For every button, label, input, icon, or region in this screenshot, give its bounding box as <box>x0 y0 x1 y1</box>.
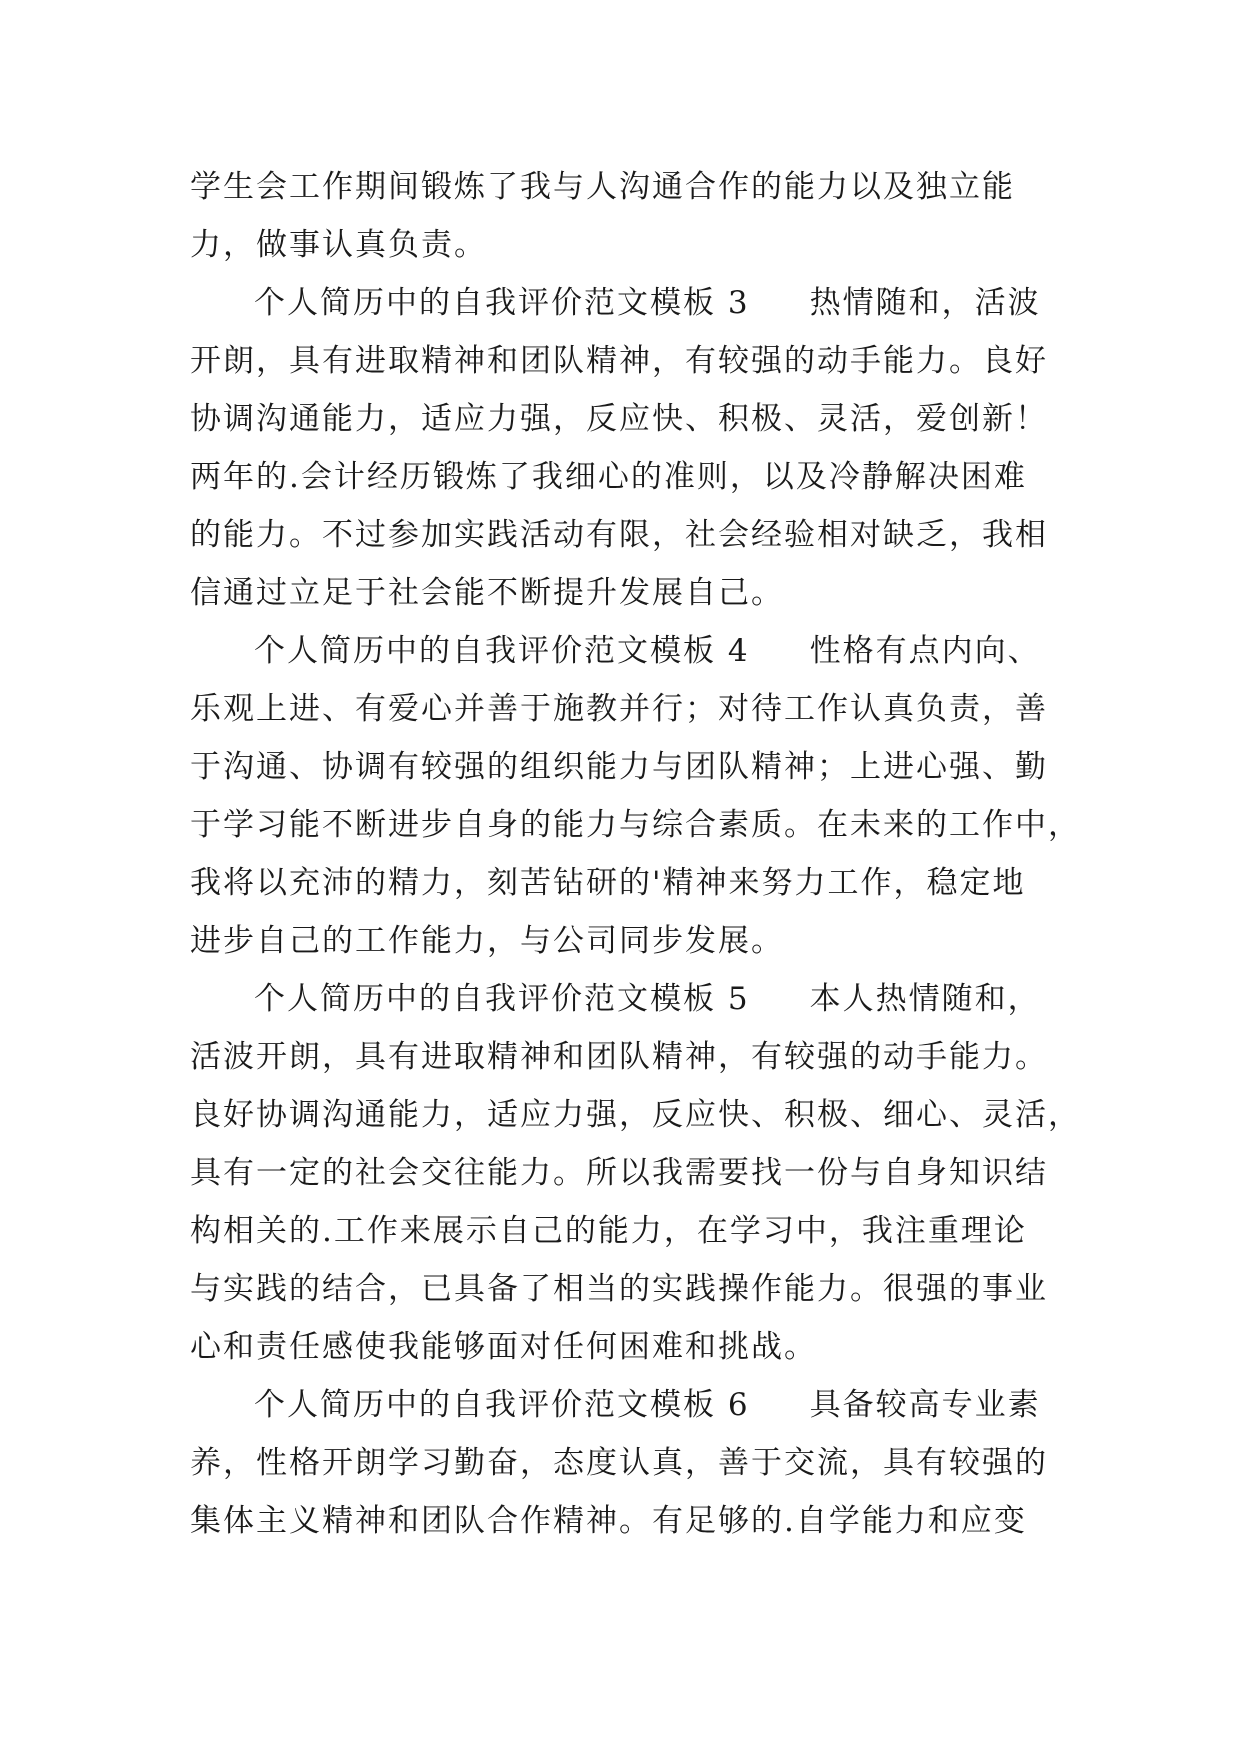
body-line: 心和责任感使我能够面对任何困难和挑战。 <box>190 1329 817 1365</box>
body-line: 力，做事认真负责。 <box>190 227 487 263</box>
body-line: 两年的.会计经历锻炼了我细心的准则，以及冷静解决困难 <box>190 459 1027 495</box>
section-heading-template-3: 个人简历中的自我评价范文模板 3 <box>254 285 750 321</box>
body-line: 于学习能不断进步自身的能力与综合素质。在未来的工作中， <box>190 807 1081 843</box>
body-line: 进步自己的工作能力，与公司同步发展。 <box>190 923 784 959</box>
body-line: 活波开朗，具有进取精神和团队精神，有较强的动手能力。 <box>190 1039 1048 1075</box>
body-line: 学生会工作期间锻炼了我与人沟通合作的能力以及独立能 <box>190 169 1015 205</box>
section-heading-template-5: 个人简历中的自我评价范文模板 5 <box>254 981 750 1017</box>
body-line: 信通过立足于社会能不断提升发展自己。 <box>190 575 784 611</box>
body-line: 养，性格开朗学习勤奋，态度认真，善于交流，具有较强的 <box>190 1445 1048 1481</box>
body-line: 集体主义精神和团队合作精神。有足够的.自学能力和应变 <box>190 1503 1027 1539</box>
document-body <box>190 158 1081 1550</box>
body-line: 与实践的结合，已具备了相当的实践操作能力。很强的事业 <box>190 1271 1048 1307</box>
section-line-template-5 <box>190 970 1050 1028</box>
body-line: 开朗，具有进取精神和团队精神，有较强的动手能力。良好 <box>190 343 1048 379</box>
body-text: 具备较高专业素 <box>809 1387 1041 1423</box>
body-line: 的能力。不过参加实践活动有限，社会经验相对缺乏，我相 <box>190 517 1048 553</box>
body-text: 性格有点内向、 <box>809 633 1041 669</box>
body-text: 热情随和，活波 <box>809 285 1041 321</box>
body-line: 我将以充沛的精力，刻苦钻研的'精神来努力工作，稳定地 <box>190 865 1026 901</box>
section-line-template-3 <box>190 274 1050 332</box>
body-line: 于沟通、协调有较强的组织能力与团队精神；上进心强、勤 <box>190 749 1048 785</box>
body-line: 构相关的.工作来展示自己的能力，在学习中，我注重理论 <box>190 1213 1027 1249</box>
body-line: 乐观上进、有爱心并善于施教并行；对待工作认真负责，善 <box>190 691 1048 727</box>
section-line-template-4 <box>190 622 1050 680</box>
body-line: 协调沟通能力，适应力强，反应快、积极、灵活，爱创新！ <box>190 401 1048 437</box>
section-line-template-6 <box>190 1376 1050 1434</box>
body-text: 本人热情随和， <box>809 981 1041 1017</box>
body-line: 良好协调沟通能力，适应力强，反应快、积极、细心、灵活， <box>190 1097 1081 1133</box>
section-heading-template-4: 个人简历中的自我评价范文模板 4 <box>254 633 750 669</box>
section-heading-template-6: 个人简历中的自我评价范文模板 6 <box>254 1387 750 1423</box>
body-line: 具有一定的社会交往能力。所以我需要找一份与自身知识结 <box>190 1155 1048 1191</box>
